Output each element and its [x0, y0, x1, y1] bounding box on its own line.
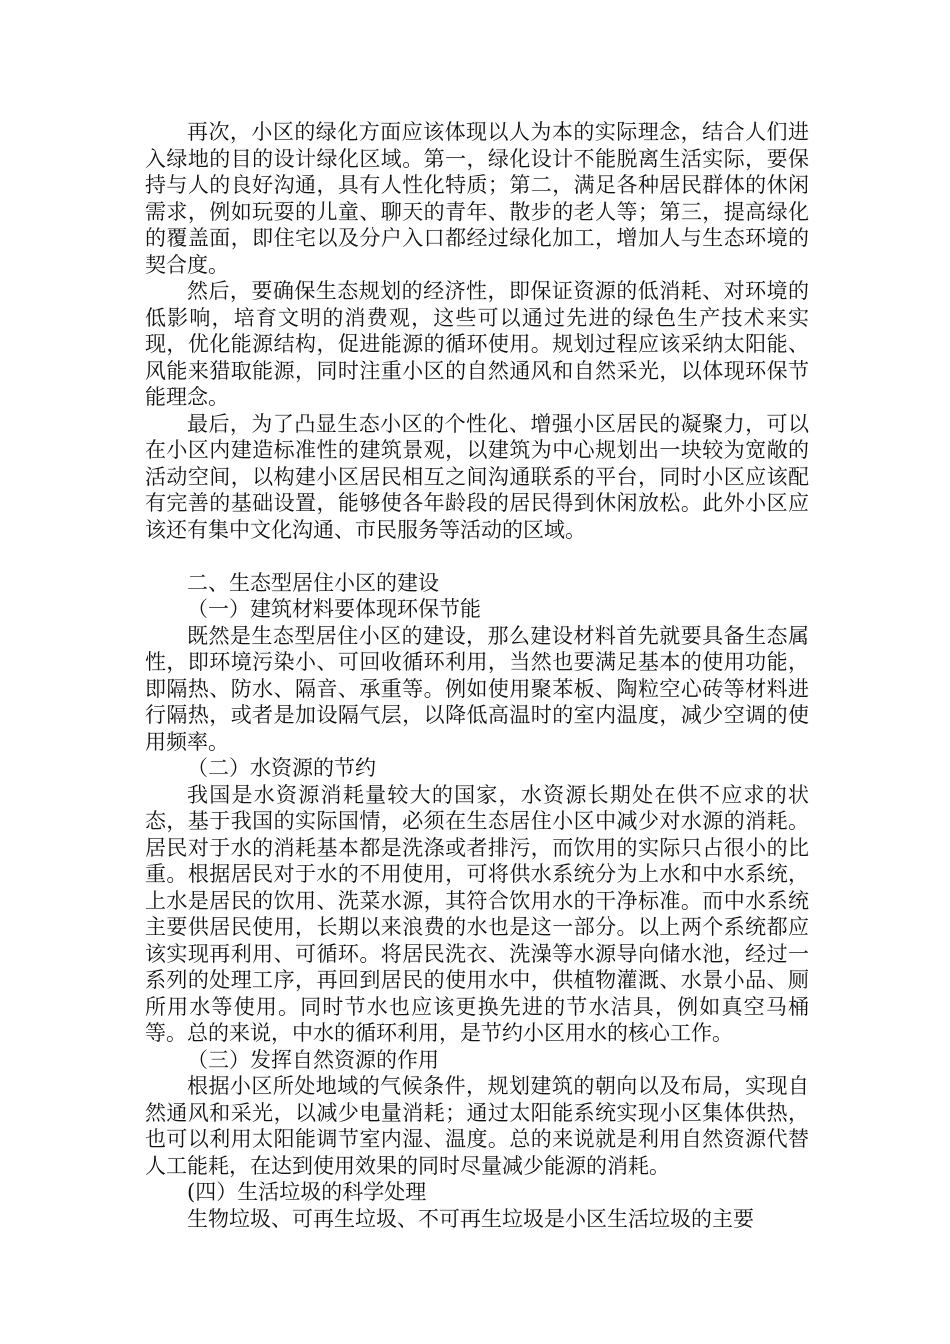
paragraph-economy: 然后，要确保生态规划的经济性，即保证资源的低消耗、对环境的低影响，培育文明的消费观，这些可以通过先进的绿色生产技术来实现，优化能源结构，促进能源的循环使用。规划过程应该采纳太阳能、风能来猎取能源，同时注重小区的自然通风和自然采光，以体现环保节能理念。 [145, 279, 809, 409]
subsection-title-natural-resources: （三）发挥自然资源的作用 [187, 1047, 439, 1072]
paragraph-water: 我国是水资源消耗量较大的国家，水资源长期处在供不应求的状态，基于我国的实际国情，必须在生态居住小区中减少对水源的消耗。居民对于水的消耗基本都是洗涤或者排污，而饮用的实际只占很小的比重。根据居民对于水的不用使用，可将供水系统分为上水和中水系统，上水是居民的饮用、洗菜水源，其符合饮用水的干净标准。而中水系统主要供居民使用，长期以来浪费的水也是这一部分。以上两个系统都应该实现再利用、可循环。将居民洗衣、洗澡等水源导向储水池，经过一系列的处理工序，再回到居民的使用水中，供植物灌溉、水景小品、厕所用水等使用。同时节水也应该更换先进的节水洁具，例如真空马桶等。总的来说，中水的循环利用，是节约小区用水的核心工作。 [145, 782, 809, 1045]
subsection-title-water: （二）水资源的节约 [187, 756, 376, 780]
subsection-title-garbage: (四）生活垃圾的科学处理 [187, 1180, 427, 1204]
paragraph-materials: 既然是生态型居住小区的建设，那么建设材料首先就要具备生态属性，即环境污染小、可回收循环利用，当然也要满足基本的使用功能，即隔热、防水、隔音、承重等。例如使用聚苯板、陶粒空心砖等材料进行隔热，或者是加设隔气层，以降低高温时的室内温度，减少空调的使用频率。 [145, 623, 809, 754]
subsection-title-materials: （一）建筑材料要体现环保节能 [187, 597, 481, 621]
blank-line [145, 543, 809, 570]
paragraph-landscape: 最后，为了凸显生态小区的个性化、增强小区居民的凝聚力，可以在小区内建造标准性的建筑景观，以建筑为中心规划出一块较为宽敞的活动空间，以构建小区居民相互之间沟通联系的平台，同时小区应该配有完善的基础设置，能够使各年龄段的居民得到休闲放松。此外小区应该还有集中文化沟通、市民服务等活动的区域。 [145, 411, 809, 542]
section-title: 二、生态型居住小区的建设 [187, 570, 439, 595]
paragraph-greening: 再次，小区的绿化方面应该体现以人为本的实际理念，结合人们进入绿地的目的设计绿化区域。第一，绿化设计不能脱离生活实际，要保持与人的良好沟通，具有人性化特质；第二，满足各种居民群体的休闲需求，例如玩耍的儿童、聊天的青年、散步的老人等；第三，提高绿化的覆盖面，即住宅以及分户入口都经过绿化加工，增加人与生态环境的契合度。 [145, 120, 809, 277]
document-page [145, 119, 809, 1232]
paragraph-garbage: 生物垃圾、可再生垃圾、不可再生垃圾是小区生活垃圾的主要 [187, 1206, 754, 1231]
paragraph-natural-resources: 根据小区所处地域的气候条件，规划建筑的朝向以及布局，实现自然通风和采光，以减少电量消耗；通过太阳能系统实现小区集体供热，也可以利用太阳能调节室内湿、温度。总的来说就是利用自然资源代替人工能耗，在达到使用效果的同时尽量减少能源的消耗。 [145, 1074, 809, 1178]
